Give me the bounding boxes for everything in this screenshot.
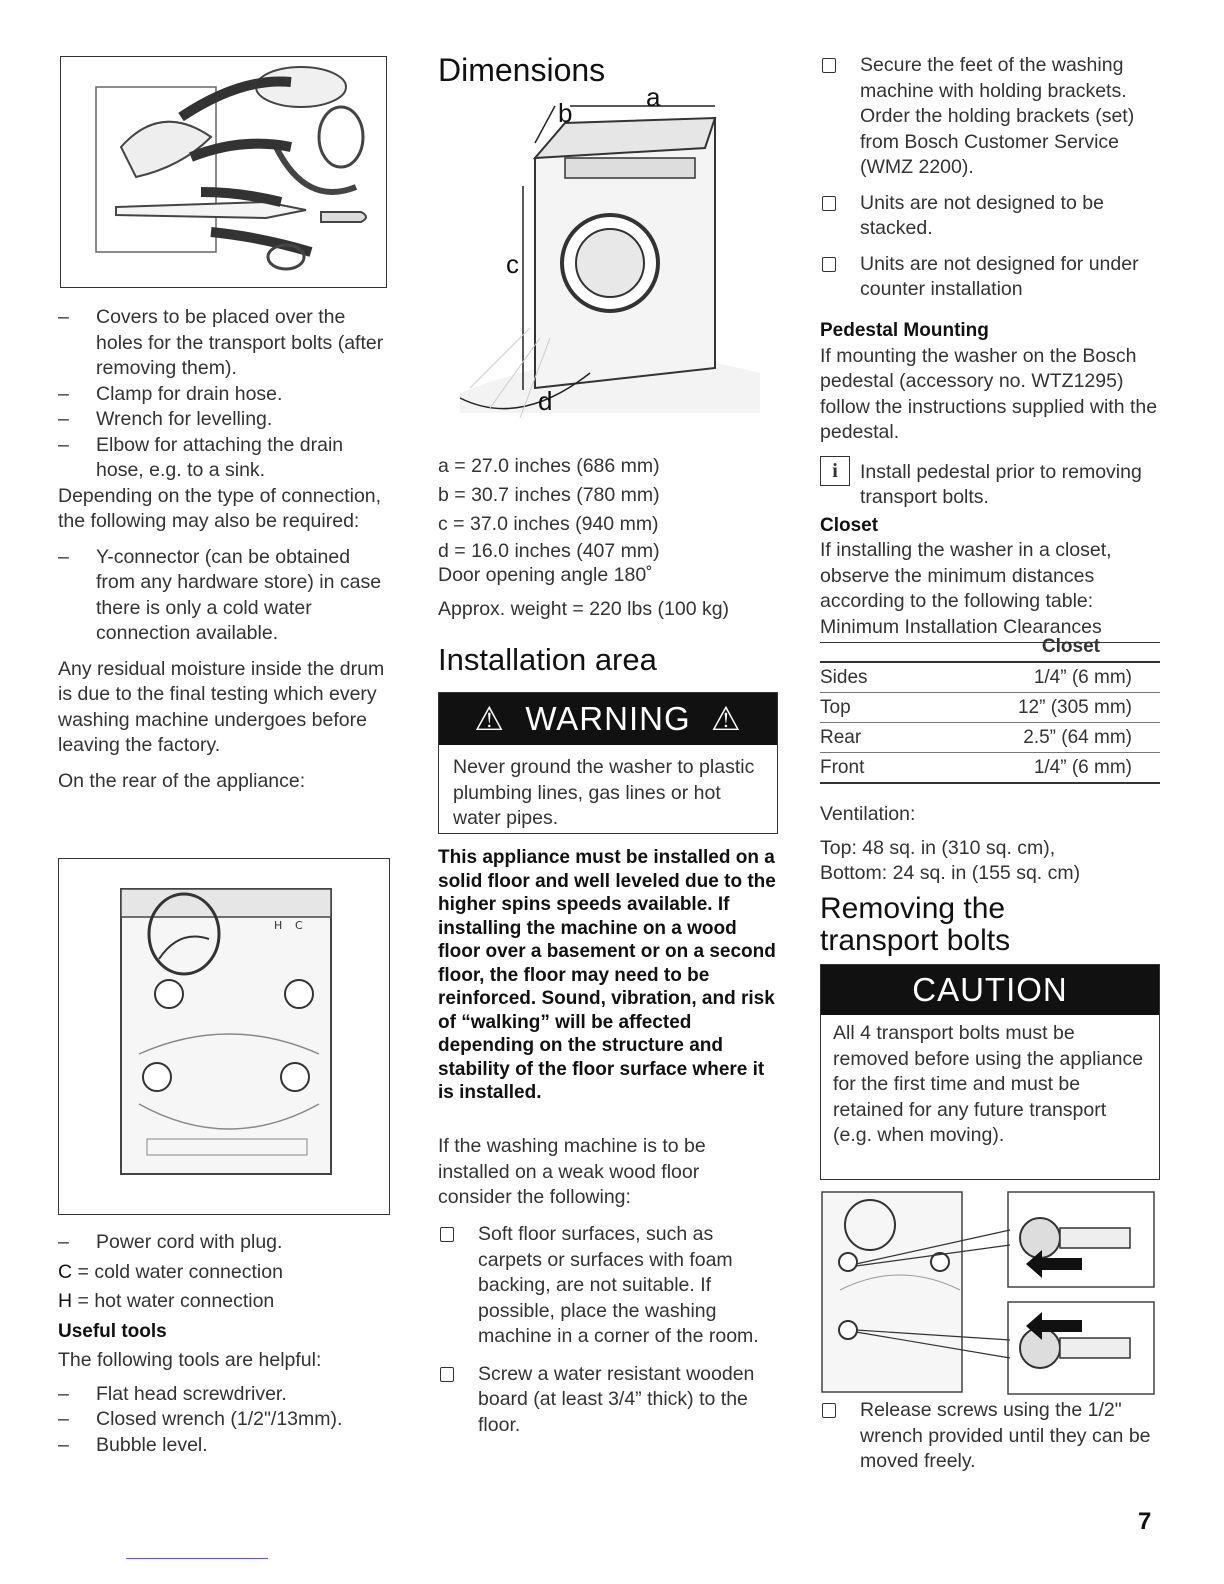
warning-triangle-icon: ⚠ bbox=[474, 700, 506, 737]
table-row bbox=[820, 753, 1160, 784]
accessories-figure bbox=[60, 56, 387, 288]
parts-list-item: – Elbow for attaching the drain hose, e.g. to a sink. bbox=[58, 433, 390, 484]
bullet-item bbox=[438, 1222, 778, 1350]
transport-bolts-illustration bbox=[820, 1190, 1158, 1395]
column-1-lower bbox=[58, 1230, 390, 1458]
removing-heading bbox=[820, 893, 1010, 957]
removing-heading-line2: transport bolts bbox=[820, 924, 1011, 957]
ventilation-label: Ventilation: bbox=[820, 803, 916, 825]
power-cord-item: – Power cord with plug. bbox=[58, 1230, 390, 1256]
checkbox-bullet-icon bbox=[440, 1227, 454, 1242]
bullet-text: Screw a water resistant wooden board (at least 3/4” thick) to the floor. bbox=[478, 1362, 755, 1436]
weight-text: Approx. weight = 220 lbs (100 kg) bbox=[438, 598, 730, 620]
caution-text: All 4 transport bolts must be removed before using the appliance for the first time and must be retained for any future transport (e.g. when moving). bbox=[833, 1022, 1144, 1146]
warning-triangle-icon: ⚠ bbox=[710, 700, 742, 737]
moisture-text: Any residual moisture inside the drum is due to the final testing which every washing machine undergoes before leaving the factory. bbox=[58, 657, 385, 756]
divider bbox=[126, 1558, 268, 1559]
release-screws-item bbox=[820, 1398, 1160, 1475]
table-row bbox=[820, 662, 1160, 693]
table-title: Minimum Installation Clearances bbox=[820, 615, 1160, 644]
svg-text:C: C bbox=[295, 919, 303, 932]
bullet-text: Secure the feet of the washing machine with holding brackets. Order the holding brackets (set) from Bosch Customer Service (WMZ 2200). bbox=[860, 54, 1135, 178]
bullet-item bbox=[820, 53, 1160, 181]
hot-water-line bbox=[58, 1289, 390, 1315]
warning-title: WARNING bbox=[525, 700, 691, 737]
pedestal-heading: Pedestal Mounting bbox=[820, 320, 989, 341]
row-value: 1/4” (6 mm) bbox=[905, 662, 1160, 693]
svg-text:H: H bbox=[274, 919, 283, 932]
bullet-text: Soft floor surfaces, such as carpets or surfaces with foam backing, are not suitable. If possible, place the washing machine in a corner of the room. bbox=[478, 1223, 759, 1347]
parts-list-item: – Wrench for levelling. bbox=[58, 407, 390, 433]
bullet-text: Units are not designed to be stacked. bbox=[860, 191, 1104, 239]
checkbox-bullet-icon bbox=[822, 1403, 836, 1418]
tool-item: – Closed wrench (1/2"/13mm). bbox=[58, 1407, 390, 1433]
pedestal-section bbox=[820, 318, 1160, 643]
row-label: Sides bbox=[820, 662, 905, 693]
label-d: d bbox=[538, 386, 553, 416]
closet-text: If installing the washer in a closet, observe the minimum distances according to the following table: bbox=[820, 539, 1112, 612]
row-value: 12” (305 mm) bbox=[905, 693, 1160, 723]
warning-box bbox=[438, 692, 778, 834]
table-header-row bbox=[820, 632, 1160, 662]
caution-title: CAUTION bbox=[821, 965, 1159, 1015]
row-label: Front bbox=[820, 753, 905, 784]
transport-bolts-figure bbox=[820, 1190, 1158, 1395]
bullet-item bbox=[438, 1362, 778, 1439]
c-text: = cold water connection bbox=[72, 1260, 283, 1283]
ventilation-bottom: Bottom: 24 sq. in (155 sq. cm) bbox=[820, 862, 1081, 884]
dimension-value: d = 16.0 inches (407 mm) bbox=[438, 540, 660, 562]
bullet-item bbox=[820, 191, 1160, 242]
dimensions-heading: Dimensions bbox=[438, 52, 606, 88]
c-letter: C bbox=[58, 1260, 73, 1283]
label-b: b bbox=[558, 98, 573, 128]
clearances-table bbox=[820, 632, 1160, 784]
checkbox-bullet-icon bbox=[822, 196, 836, 211]
bullet-text: Units are not designed for under counter installation bbox=[860, 252, 1139, 300]
row-value: 1/4” (6 mm) bbox=[905, 753, 1160, 784]
parts-list-item: – Clamp for drain hose. bbox=[58, 382, 390, 408]
dimension-value: c = 37.0 inches (940 mm) bbox=[438, 513, 659, 535]
ventilation-top: Top: 48 sq. in (310 sq. cm), bbox=[820, 836, 1056, 859]
accessories-illustration bbox=[61, 57, 386, 287]
column-3-bullets bbox=[820, 53, 1160, 303]
checkbox-bullet-icon bbox=[822, 58, 836, 73]
table-row bbox=[820, 693, 1160, 723]
bullet-text: Release screws using the 1/2" wrench provided until they can be moved freely. bbox=[860, 1399, 1151, 1472]
warning-header bbox=[439, 693, 777, 745]
y-connector-item: – Y-connector (can be obtained from any hardware store) in case there is only a cold water connection available. bbox=[58, 545, 390, 647]
floor-bullets bbox=[438, 1222, 778, 1438]
depending-text: Depending on the type of connection, the following may also be required: bbox=[58, 484, 382, 532]
h-letter: H bbox=[58, 1290, 73, 1312]
dimension-value: b = 30.7 inches (780 mm) bbox=[438, 484, 660, 506]
label-a: a bbox=[646, 88, 661, 112]
bullet-item bbox=[820, 1398, 1160, 1475]
weak-floor-text: If the washing machine is to be installed on a weak wood floor consider the following: bbox=[438, 1135, 706, 1208]
row-value: 2.5” (64 mm) bbox=[905, 723, 1160, 753]
info-text: Install pedestal prior to removing transport bolts. bbox=[860, 460, 1142, 508]
row-label: Rear bbox=[820, 723, 905, 753]
caution-box bbox=[820, 964, 1160, 1180]
dimensions-diagram bbox=[440, 88, 780, 438]
table-col-header: Closet bbox=[905, 632, 1160, 662]
column-1 bbox=[58, 305, 390, 794]
washer-dimension-illustration bbox=[440, 88, 780, 438]
checkbox-bullet-icon bbox=[822, 257, 836, 272]
rear-text: On the rear of the appliance: bbox=[58, 769, 306, 792]
removing-heading-line1: Removing the bbox=[820, 892, 1006, 925]
dimension-value: a = 27.0 inches (686 mm) bbox=[438, 455, 660, 477]
tool-item: – Flat head screwdriver. bbox=[58, 1382, 390, 1408]
door-angle: Door opening angle 180˚ bbox=[438, 564, 653, 586]
info-note bbox=[820, 460, 1160, 511]
rear-appliance-figure bbox=[58, 858, 390, 1215]
installation-heading: Installation area bbox=[438, 642, 657, 677]
cold-water-line bbox=[58, 1260, 390, 1286]
dimensions-list bbox=[438, 452, 778, 624]
closet-heading: Closet bbox=[820, 514, 879, 536]
h-text: = hot water connection bbox=[72, 1290, 275, 1312]
row-label: Top bbox=[820, 693, 905, 723]
warning-text: Never ground the washer to plastic plumbing lines, gas lines or hot water pipes. bbox=[453, 756, 755, 829]
pedestal-text: If mounting the washer on the Bosch pedestal (accessory no. WTZ1295) follow the instructions supplied with the pedestal. bbox=[820, 344, 1158, 443]
tools-intro: The following tools are helpful: bbox=[58, 1349, 322, 1371]
useful-tools-heading: Useful tools bbox=[58, 1320, 167, 1342]
rear-illustration bbox=[59, 859, 389, 1214]
info-icon: i bbox=[820, 456, 850, 486]
bullet-item bbox=[820, 252, 1160, 303]
parts-list-item: – Covers to be placed over the holes for the transport bolts (after removing them). bbox=[58, 305, 390, 382]
table-row bbox=[820, 723, 1160, 753]
label-c: c bbox=[506, 249, 519, 279]
page-number: 7 bbox=[1138, 1508, 1152, 1535]
tool-item: – Bubble level. bbox=[58, 1433, 390, 1459]
floor-requirements-bold: This appliance must be installed on a solid floor and well leveled due to the higher spins speeds available. If installing the machine on a wood floor over a basement or on a second floor, the floor may need to be reinforced. Sound, vibration, and risk of “walking” will be affected depending on the structure and stability of the floor surface where it is installed. bbox=[438, 847, 776, 1103]
checkbox-bullet-icon bbox=[440, 1367, 454, 1382]
ventilation-section bbox=[820, 802, 1160, 887]
